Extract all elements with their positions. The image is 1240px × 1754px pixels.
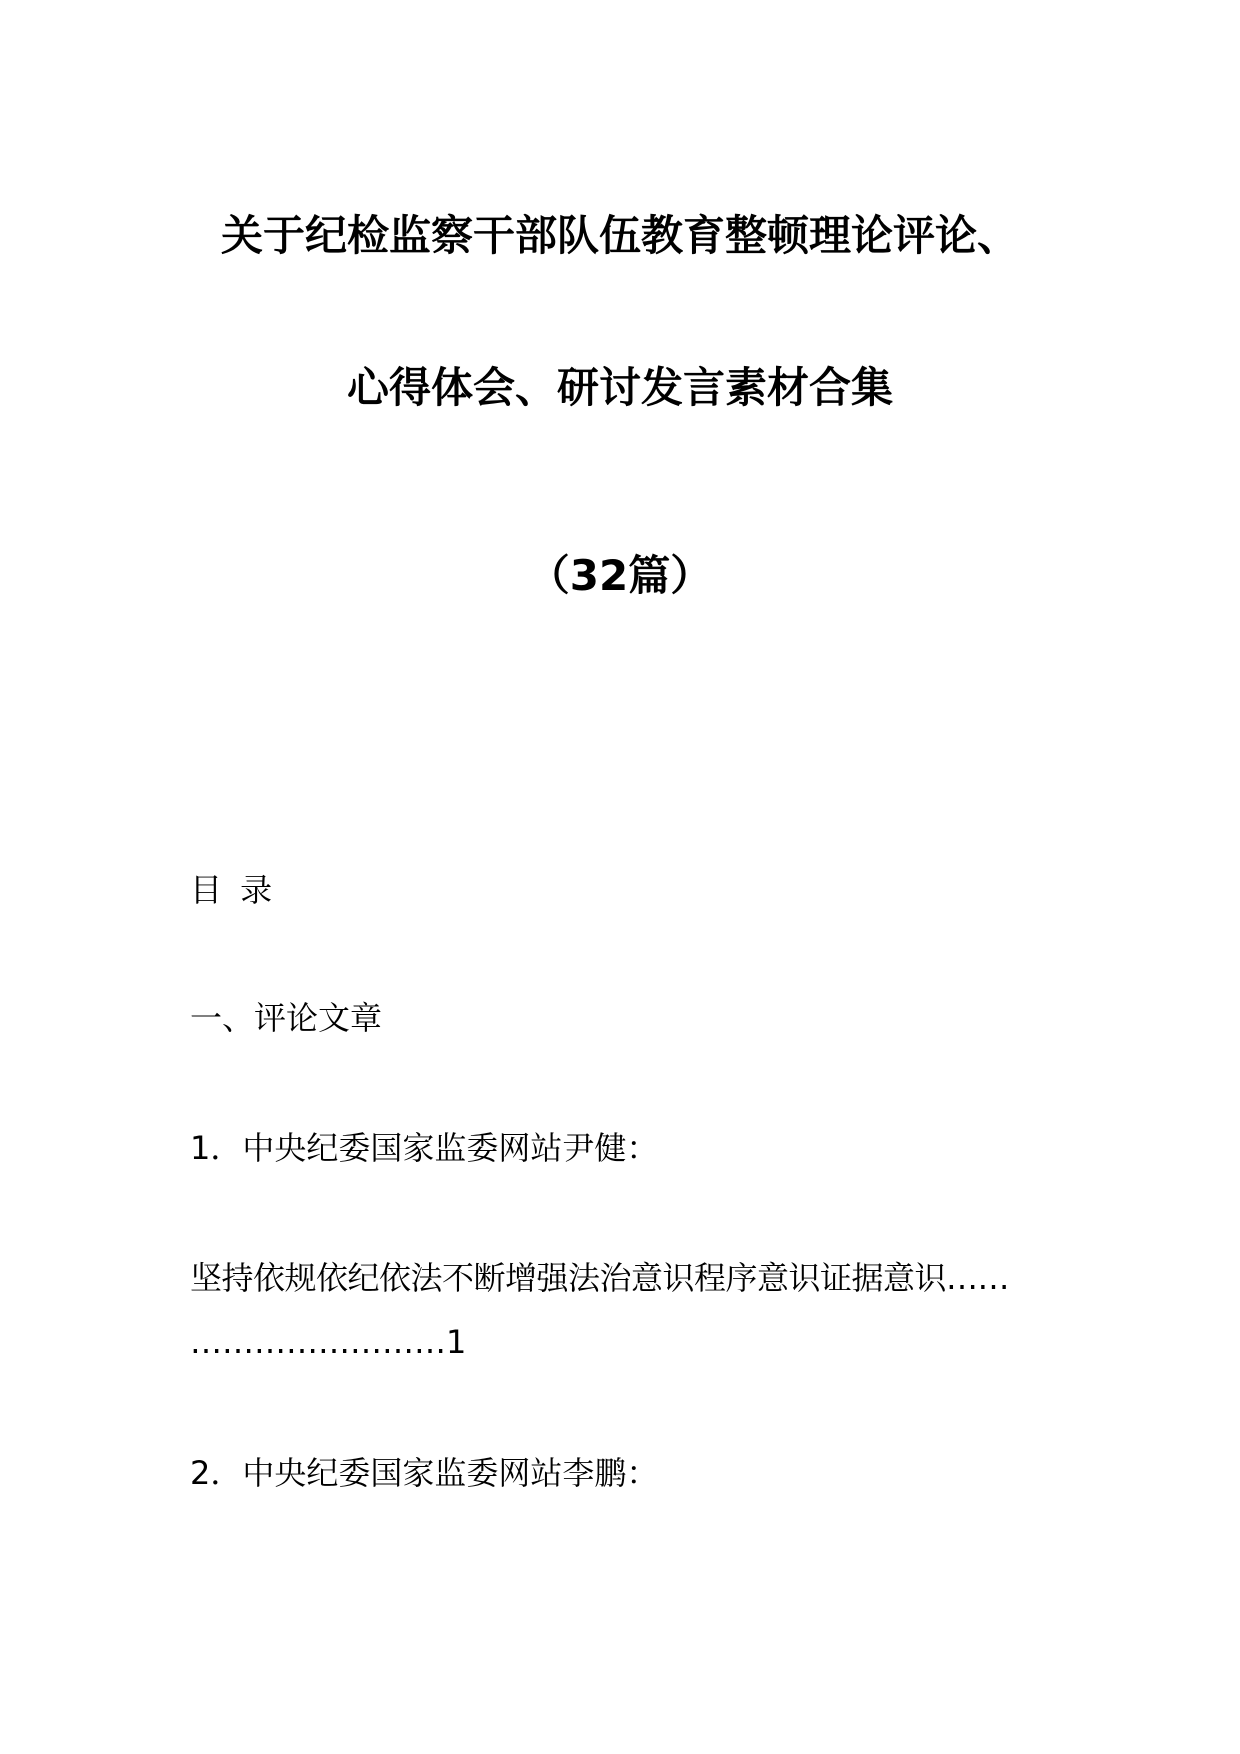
document-title-line-2: 心得体会、研讨发言素材合集 <box>346 363 893 412</box>
toc-heading: 目 录 <box>190 871 277 909</box>
toc-item-title-continuation: ……………………1 <box>190 1323 467 1361</box>
article-count: （32篇） <box>527 551 713 600</box>
toc-item-source: 1．中央纪委国家监委网站尹健： <box>190 1129 659 1167</box>
toc-item-title: 坚持依规依纪依法不断增强法治意识程序意识证据意识…… <box>190 1259 1010 1297</box>
document-title-line-1: 关于纪检监察干部队伍教育整顿理论评论、 <box>220 211 1019 260</box>
toc-item-source: 2．中央纪委国家监委网站李鹏： <box>190 1454 659 1492</box>
toc-section-heading: 一、评论文章 <box>190 999 383 1037</box>
